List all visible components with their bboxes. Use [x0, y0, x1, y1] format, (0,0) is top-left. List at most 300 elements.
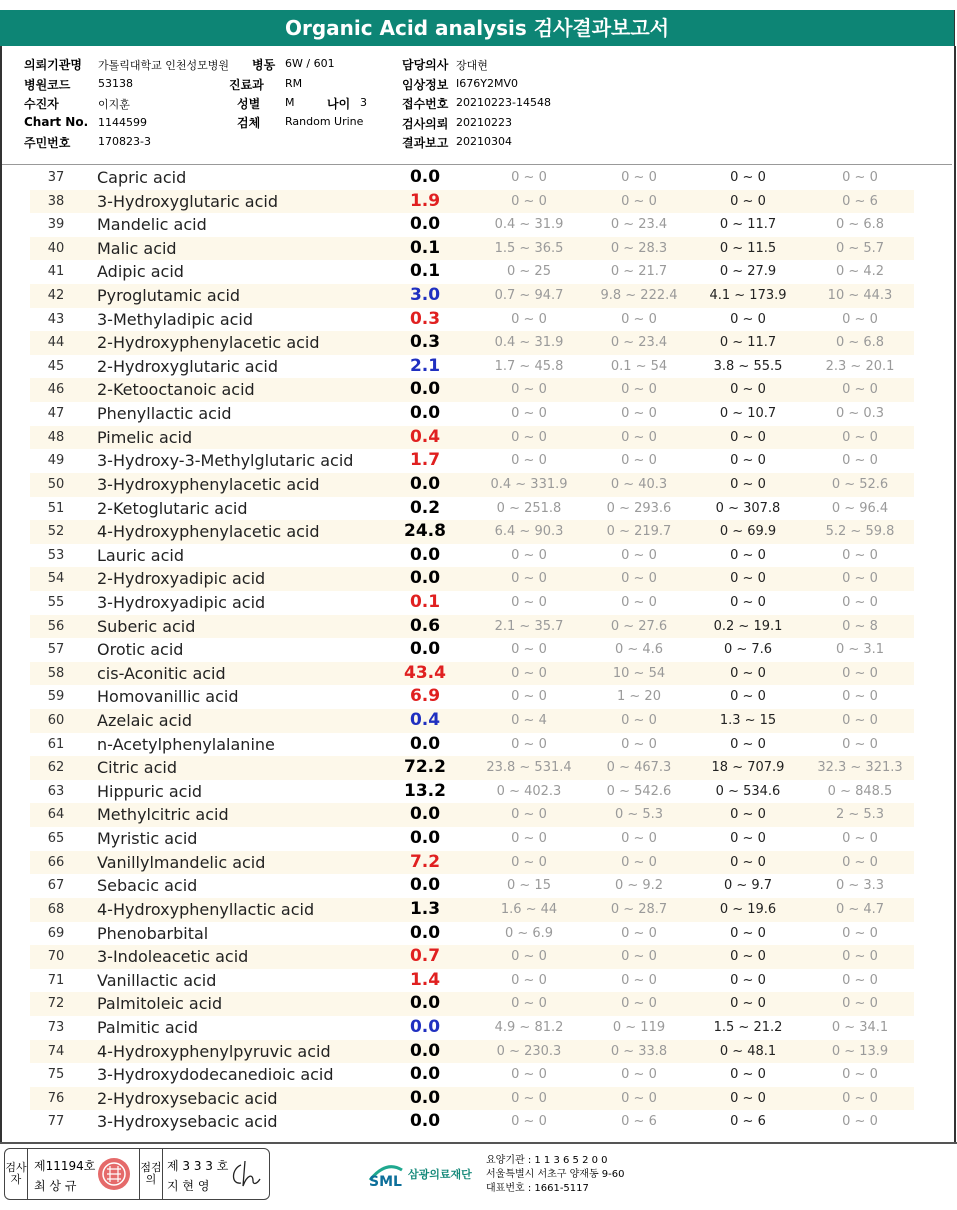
reference-range-2: 0 ~ 293.6: [606, 500, 672, 516]
acid-name: Phenobarbital: [97, 923, 209, 943]
result-value: 0.0: [409, 733, 441, 754]
signature-icon: [227, 1159, 263, 1189]
id-value: 170823-3: [98, 135, 151, 148]
acid-name: 2-Hydroxyphenylacetic acid: [97, 333, 320, 353]
result-value: 1.3: [409, 898, 441, 919]
result-value: 0.0: [409, 167, 441, 187]
table-row: [30, 992, 914, 1016]
reference-range-3: 0 ~ 307.8: [715, 500, 781, 516]
row-number: 61: [47, 736, 65, 752]
doctor-label: 담당의사: [402, 58, 449, 72]
results-table: [30, 166, 914, 1134]
reference-range-3: 0 ~ 0: [730, 1067, 766, 1083]
acid-name: 3-Hydroxyadipic acid: [97, 592, 266, 612]
reference-range-3: 0 ~ 0: [730, 736, 766, 752]
reference-range-4: 32.3 ~ 321.3: [817, 760, 903, 776]
reference-range-4: 0 ~ 52.6: [831, 476, 889, 492]
reference-range-1: 0 ~ 0: [511, 831, 547, 847]
ward-label: 병동: [252, 58, 276, 72]
reference-range-2: 0.1 ~ 54: [610, 358, 668, 374]
reference-range-4: 0 ~ 3.1: [835, 642, 885, 658]
row-number: 53: [47, 547, 65, 563]
row-number: 66: [47, 854, 65, 870]
acid-name: Pimelic acid: [97, 427, 193, 447]
acid-name: 4-Hydroxyphenylpyruvic acid: [97, 1041, 331, 1061]
reference-range-3: 0 ~ 10.7: [719, 406, 777, 422]
acid-name: 3-Hydroxy-3-Methylglutaric acid: [97, 451, 354, 471]
reference-range-1: 0 ~ 0: [511, 736, 547, 752]
reference-range-2: 0 ~ 0: [621, 429, 657, 445]
reference-range-2: 0 ~ 27.6: [610, 618, 668, 634]
reference-range-1: 0 ~ 6.9: [504, 925, 554, 941]
result-value: 0.0: [409, 544, 441, 565]
table-row: [30, 733, 914, 757]
table-row: [30, 331, 914, 355]
acid-name: 2-Hydroxysebacic acid: [97, 1088, 278, 1108]
reference-range-2: 0 ~ 0: [621, 996, 657, 1012]
reference-range-3: 0 ~ 0: [730, 547, 766, 563]
acid-name: Lauric acid: [97, 545, 184, 565]
row-number: 57: [47, 642, 65, 658]
row-number: 43: [47, 311, 65, 327]
code-label: 병원코드: [24, 78, 71, 92]
table-row: [30, 402, 914, 426]
reference-range-3: 1.3 ~ 15: [719, 713, 777, 729]
report-label: 결과보고: [402, 136, 449, 150]
table-row: [30, 449, 914, 473]
request-value: 20210223: [456, 116, 512, 129]
reference-range-4: 2.3 ~ 20.1: [825, 358, 895, 374]
reference-range-1: 0 ~ 0: [511, 854, 547, 870]
reference-range-2: 0 ~ 40.3: [610, 476, 668, 492]
reference-range-3: 0 ~ 11.7: [719, 335, 777, 351]
table-row: [30, 497, 914, 521]
row-number: 37: [47, 170, 65, 185]
acid-name: Capric acid: [97, 168, 187, 187]
reference-range-4: 0 ~ 0: [842, 972, 878, 988]
reference-range-4: 0 ~ 0: [842, 1114, 878, 1130]
table-row: [30, 426, 914, 450]
reference-range-1: 0 ~ 0: [511, 949, 547, 965]
row-number: 50: [47, 476, 65, 492]
reference-range-3: 0 ~ 6: [730, 1114, 766, 1130]
row-number: 39: [47, 217, 65, 233]
result-value: 0.0: [409, 214, 441, 235]
acid-name: Citric acid: [97, 758, 177, 778]
table-row: [30, 567, 914, 591]
reference-range-4: 0 ~ 848.5: [827, 783, 893, 799]
reference-range-1: 0 ~ 0: [511, 193, 547, 209]
reference-range-3: 0.2 ~ 19.1: [713, 618, 783, 634]
reference-range-3: 0 ~ 11.7: [719, 217, 777, 233]
result-value: 0.0: [409, 922, 441, 943]
reference-range-1: 0.4 ~ 31.9: [494, 217, 564, 233]
reference-range-2: 0 ~ 33.8: [610, 1043, 668, 1059]
reference-range-2: 0 ~ 28.7: [610, 901, 668, 917]
acid-name: Methylcitric acid: [97, 805, 229, 825]
lab-address-block: [486, 1154, 625, 1196]
result-value: 43.4: [404, 662, 446, 683]
reference-range-3: 0 ~ 7.6: [723, 642, 773, 658]
table-row: [30, 615, 914, 639]
reference-range-4: 0 ~ 0: [842, 713, 878, 729]
reference-range-4: 0 ~ 0: [842, 1090, 878, 1106]
result-value: 0.0: [409, 473, 441, 494]
reference-range-1: 0 ~ 0: [511, 453, 547, 469]
reference-range-2: 0 ~ 0: [621, 594, 657, 610]
reference-range-2: 9.8 ~ 222.4: [600, 288, 678, 304]
table-row: [30, 945, 914, 969]
reference-range-2: 0 ~ 542.6: [606, 783, 672, 799]
row-number: 42: [47, 288, 65, 304]
table-row: [30, 922, 914, 946]
reference-range-1: 0 ~ 4: [511, 713, 547, 729]
reference-range-1: 0 ~ 0: [511, 571, 547, 587]
dept-label: 진료과: [229, 78, 264, 92]
table-row: [30, 756, 914, 780]
reference-range-2: 0 ~ 219.7: [606, 524, 672, 540]
result-value: 0.7: [409, 946, 441, 967]
result-value: 0.4: [409, 426, 441, 447]
report-title: Organic Acid analysis 검사결과보고서: [0, 10, 955, 46]
row-number: 38: [47, 193, 65, 209]
result-value: 0.4: [409, 710, 441, 731]
row-number: 67: [47, 878, 65, 894]
reference-range-1: 1.6 ~ 44: [500, 901, 558, 917]
result-value: 1.9: [409, 190, 441, 211]
table-row: [30, 638, 914, 662]
doctor-value: 장대현: [456, 59, 488, 72]
row-number: 46: [47, 382, 65, 398]
reference-range-3: 4.1 ~ 173.9: [709, 288, 787, 304]
acid-name: 3-Hydroxydodecanedioic acid: [97, 1065, 334, 1085]
reference-range-3: 0 ~ 48.1: [719, 1043, 777, 1059]
signature-box: [4, 1148, 270, 1200]
reference-range-2: 0 ~ 6: [621, 1114, 657, 1130]
acid-name: 3-Hydroxyglutaric acid: [97, 191, 278, 211]
chart-label: Chart No.: [24, 115, 89, 129]
reference-range-3: 0 ~ 0: [730, 594, 766, 610]
reference-range-3: 0 ~ 0: [730, 311, 766, 327]
result-value: 7.2: [409, 851, 441, 872]
table-row: [30, 803, 914, 827]
code-value: 53138: [98, 77, 133, 90]
reference-range-3: 0 ~ 0: [730, 429, 766, 445]
reference-range-2: 0 ~ 0: [621, 571, 657, 587]
reference-range-3: 0 ~ 0: [730, 1090, 766, 1106]
acid-name: 3-Methyladipic acid: [97, 309, 254, 329]
result-value: 0.1: [409, 591, 441, 612]
reference-range-2: 0 ~ 0: [621, 170, 657, 185]
reference-range-1: 0 ~ 0: [511, 972, 547, 988]
reference-range-4: 0 ~ 0: [842, 1067, 878, 1083]
result-value: 0.2: [409, 497, 441, 518]
reference-range-3: 0 ~ 0: [730, 382, 766, 398]
reference-range-3: 0 ~ 0: [730, 972, 766, 988]
result-value: 0.0: [409, 875, 441, 896]
reference-range-4: 0 ~ 0: [842, 429, 878, 445]
patient-value: 이지훈: [98, 98, 130, 111]
reference-range-3: 0 ~ 0: [730, 571, 766, 587]
row-number: 45: [47, 358, 65, 374]
reference-range-3: 0 ~ 0: [730, 831, 766, 847]
reference-range-2: 0 ~ 5.3: [614, 807, 664, 823]
reference-range-4: 0 ~ 6: [842, 193, 878, 209]
phone: 대표번호 : 1661-5117: [486, 1183, 589, 1194]
reference-range-4: 0 ~ 0: [842, 547, 878, 563]
row-number: 52: [47, 524, 65, 540]
reference-range-3: 0 ~ 19.6: [719, 901, 777, 917]
hospital-value: 가톨릭대학교 인천성모병원: [98, 59, 230, 72]
table-row: [30, 1063, 914, 1087]
reference-range-4: 0 ~ 0: [842, 594, 878, 610]
receipt-label: 접수번호: [402, 97, 449, 111]
specimen-label: 검체: [237, 116, 261, 130]
reference-range-4: 0 ~ 0: [842, 382, 878, 398]
reference-range-2: 0 ~ 0: [621, 736, 657, 752]
result-value: 0.0: [409, 379, 441, 400]
reviewer-number: 제 3 3 3 호: [167, 1159, 229, 1173]
table-row: [30, 190, 914, 214]
row-number: 65: [47, 831, 65, 847]
table-row: [30, 284, 914, 308]
address: 서울특별시 서초구 양재동 9-60: [486, 1169, 625, 1180]
acid-name: Mandelic acid: [97, 215, 207, 235]
reference-range-2: 0 ~ 0: [621, 854, 657, 870]
result-value: 0.3: [409, 332, 441, 353]
table-row: [30, 544, 914, 568]
reference-range-4: 0 ~ 0: [842, 311, 878, 327]
acid-name: 2-Hydroxyadipic acid: [97, 569, 266, 589]
reference-range-1: 0 ~ 0: [511, 807, 547, 823]
examiner-number: 제11194호: [34, 1159, 96, 1173]
patient-label: 수진자: [24, 97, 59, 111]
reference-range-3: 0 ~ 69.9: [719, 524, 777, 540]
result-value: 0.0: [409, 1064, 441, 1085]
id-label: 주민번호: [24, 136, 71, 150]
row-number: 47: [47, 406, 65, 422]
acid-name: Palmitic acid: [97, 1017, 199, 1037]
row-number: 70: [47, 949, 65, 965]
table-row: [30, 1016, 914, 1040]
reference-range-1: 0 ~ 0: [511, 996, 547, 1012]
reference-range-2: 0 ~ 0: [621, 406, 657, 422]
reference-range-2: 0 ~ 0: [621, 1067, 657, 1083]
acid-name: Palmitoleic acid: [97, 994, 223, 1014]
reference-range-4: 0 ~ 5.7: [835, 240, 885, 256]
reviewer-name: 지 현 영: [167, 1179, 210, 1193]
hospital-label: 의뢰기관명: [24, 58, 82, 72]
reference-range-3: 0 ~ 0: [730, 949, 766, 965]
care-code: 요양기관 : 1 1 3 6 5 2 0 0: [486, 1155, 608, 1166]
acid-name: Orotic acid: [97, 640, 184, 660]
result-value: 0.0: [409, 639, 441, 660]
reference-range-2: 0 ~ 0: [621, 972, 657, 988]
reference-range-4: 0 ~ 6.8: [835, 335, 885, 351]
result-value: 0.0: [409, 1111, 441, 1132]
reference-range-4: 2 ~ 5.3: [835, 807, 885, 823]
reference-range-1: 0 ~ 25: [507, 264, 551, 280]
result-value: 0.1: [409, 237, 441, 258]
reference-range-3: 0 ~ 27.9: [719, 264, 777, 280]
age-value: 3: [360, 96, 367, 109]
reference-range-3: 0 ~ 0: [730, 854, 766, 870]
reference-range-4: 0 ~ 6.8: [835, 217, 885, 233]
acid-name: Hippuric acid: [97, 781, 203, 801]
table-row: [30, 1040, 914, 1064]
table-row: [30, 851, 914, 875]
reference-range-4: 0 ~ 4.2: [835, 264, 885, 280]
reference-range-4: 0 ~ 0: [842, 831, 878, 847]
reference-range-3: 0 ~ 9.7: [723, 878, 773, 894]
reference-range-2: 0 ~ 9.2: [614, 878, 664, 894]
reference-range-4: 0 ~ 0.3: [835, 406, 885, 422]
seal-icon: [97, 1157, 131, 1191]
reference-range-1: 0.4 ~ 31.9: [494, 335, 564, 351]
reference-range-1: 0 ~ 230.3: [496, 1043, 562, 1059]
reference-range-2: 0 ~ 0: [621, 193, 657, 209]
sml-logo-text: SML: [369, 1174, 402, 1190]
row-number: 40: [47, 240, 65, 256]
sex-value: M: [285, 96, 295, 109]
reference-range-4: 5.2 ~ 59.8: [825, 524, 895, 540]
table-row: [30, 780, 914, 804]
result-value: 24.8: [404, 521, 446, 542]
reference-range-4: 0 ~ 13.9: [831, 1043, 889, 1059]
row-number: 63: [47, 783, 65, 799]
reference-range-1: 1.7 ~ 45.8: [494, 358, 564, 374]
row-number: 54: [47, 571, 65, 587]
row-number: 41: [47, 264, 65, 280]
acid-name: n-Acetylphenylalanine: [97, 734, 275, 754]
reference-range-3: 0 ~ 0: [730, 807, 766, 823]
result-value: 0.0: [409, 828, 441, 849]
reference-range-1: 0 ~ 0: [511, 170, 547, 185]
result-value: 0.0: [409, 403, 441, 424]
reference-range-3: 0 ~ 0: [730, 193, 766, 209]
reference-range-2: 0 ~ 0: [621, 925, 657, 941]
result-value: 0.0: [409, 568, 441, 589]
reference-range-2: 0 ~ 0: [621, 547, 657, 563]
result-value: 6.9: [409, 686, 441, 707]
examiner-name: 최 상 규: [34, 1179, 77, 1193]
reference-range-4: 0 ~ 96.4: [831, 500, 889, 516]
reference-range-4: 0 ~ 0: [842, 949, 878, 965]
table-row: [30, 473, 914, 497]
acid-name: Vanillylmandelic acid: [97, 852, 266, 872]
reference-range-1: 0 ~ 0: [511, 1067, 547, 1083]
row-number: 60: [47, 713, 65, 729]
table-row: [30, 1110, 914, 1134]
reference-range-4: 0 ~ 0: [842, 170, 878, 185]
reference-range-2: 0 ~ 467.3: [606, 760, 672, 776]
row-number: 72: [47, 996, 65, 1012]
row-number: 68: [47, 901, 65, 917]
table-row: [30, 827, 914, 851]
report-value: 20210304: [456, 135, 512, 148]
row-number: 56: [47, 618, 65, 634]
table-row: [30, 969, 914, 993]
reference-range-4: 0 ~ 0: [842, 854, 878, 870]
acid-name: Vanillactic acid: [97, 970, 217, 990]
result-value: 72.2: [404, 757, 446, 778]
acid-name: Myristic acid: [97, 829, 198, 849]
reference-range-1: 23.8 ~ 531.4: [486, 760, 572, 776]
acid-name: Suberic acid: [97, 616, 196, 636]
reference-range-4: 0 ~ 0: [842, 689, 878, 705]
acid-name: Phenyllactic acid: [97, 404, 232, 424]
row-number: 71: [47, 972, 65, 988]
acid-name: 4-Hydroxyphenylacetic acid: [97, 522, 320, 542]
reference-range-4: 0 ~ 4.7: [835, 901, 885, 917]
reference-range-3: 0 ~ 0: [730, 996, 766, 1012]
reference-range-2: 0 ~ 0: [621, 713, 657, 729]
result-value: 3.0: [409, 285, 441, 306]
reference-range-1: 0 ~ 15: [507, 878, 551, 894]
reference-range-1: 0.4 ~ 331.9: [490, 476, 568, 492]
result-value: 13.2: [404, 780, 446, 801]
row-number: 74: [47, 1043, 65, 1059]
reference-range-3: 3.8 ~ 55.5: [713, 358, 783, 374]
row-number: 48: [47, 429, 65, 445]
row-number: 44: [47, 335, 65, 351]
clinical-value: I676Y2MV0: [456, 77, 518, 90]
reference-range-2: 0 ~ 23.4: [610, 217, 668, 233]
row-number: 73: [47, 1019, 65, 1035]
table-row: [30, 260, 914, 284]
table-row: [30, 874, 914, 898]
reference-range-2: 0 ~ 0: [621, 949, 657, 965]
reference-range-1: 0 ~ 0: [511, 429, 547, 445]
reference-range-2: 0 ~ 0: [621, 382, 657, 398]
row-number: 75: [47, 1067, 65, 1083]
reference-range-1: 0 ~ 0: [511, 311, 547, 327]
reference-range-1: 0 ~ 0: [511, 1114, 547, 1130]
reference-range-4: 0 ~ 0: [842, 736, 878, 752]
table-row: [30, 355, 914, 379]
reference-range-4: 0 ~ 0: [842, 665, 878, 681]
reference-range-2: 0 ~ 119: [612, 1019, 666, 1035]
reference-range-1: 1.5 ~ 36.5: [494, 240, 564, 256]
result-value: 0.1: [409, 261, 441, 282]
result-value: 2.1: [409, 355, 441, 376]
reference-range-2: 0 ~ 0: [621, 1090, 657, 1106]
reference-range-1: 0 ~ 0: [511, 406, 547, 422]
reference-range-4: 0 ~ 0: [842, 453, 878, 469]
reference-range-1: 0 ~ 0: [511, 642, 547, 658]
row-number: 64: [47, 807, 65, 823]
reference-range-3: 0 ~ 0: [730, 665, 766, 681]
row-number: 55: [47, 594, 65, 610]
acid-name: Homovanillic acid: [97, 687, 239, 707]
result-value: 0.0: [409, 804, 441, 825]
ward-value: 6W / 601: [285, 57, 335, 70]
reference-range-3: 0 ~ 0: [730, 476, 766, 492]
reference-range-1: 0.7 ~ 94.7: [494, 288, 564, 304]
reference-range-1: 0 ~ 402.3: [496, 783, 562, 799]
reference-range-4: 0 ~ 8: [842, 618, 878, 634]
request-label: 검사의뢰: [402, 117, 449, 131]
reference-range-1: 2.1 ~ 35.7: [494, 618, 564, 634]
table-row: [30, 662, 914, 686]
reference-range-2: 0 ~ 0: [621, 311, 657, 327]
reference-range-1: 6.4 ~ 90.3: [494, 524, 564, 540]
row-number: 58: [47, 665, 65, 681]
footer-divider: [0, 1142, 957, 1144]
acid-name: 2-Ketoglutaric acid: [97, 498, 248, 518]
row-number: 77: [47, 1114, 65, 1130]
result-value: 0.0: [409, 1016, 441, 1037]
